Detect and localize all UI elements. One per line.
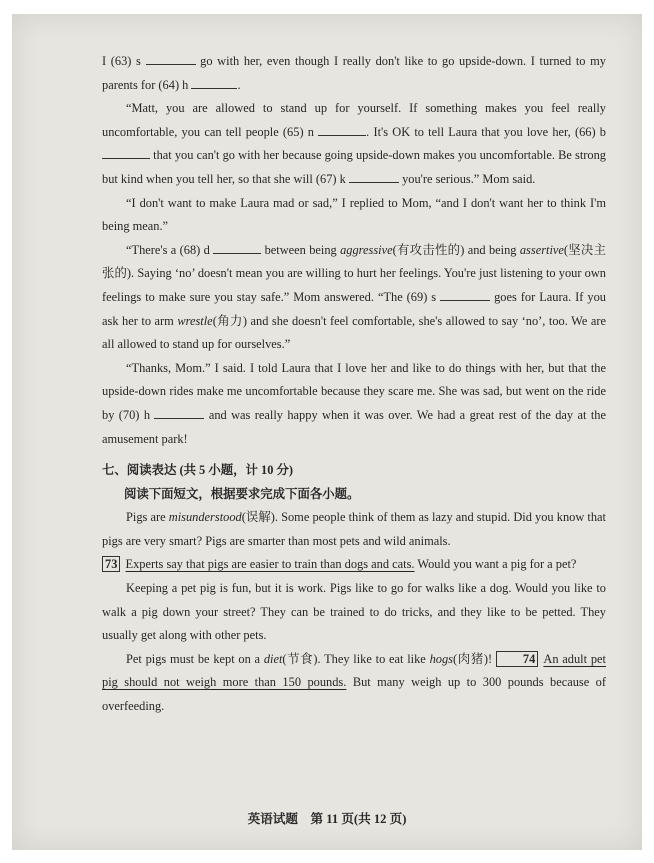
text: (节食). They like to eat like (282, 651, 426, 666)
text: (角力) and she doesn't feel comfortable, she's allowed to say ‘no’, too. We are all allowed to stand up for ourselves.” (102, 313, 606, 352)
exam-page (12, 14, 642, 850)
underlined-sentence-74: An adult pet pig should not weigh more than 150 pounds. (102, 651, 606, 690)
answer-blank-68 (213, 239, 261, 254)
question-number-73: 73 (102, 556, 120, 572)
text: (坚决主张的). Saying ‘no’ doesn't mean you are willing to hurt her feelings. You're just listening to your own feelings to make sure you stay safe.” Mom answered. “The (69) s (102, 242, 606, 304)
text: “Matt, you are allowed to stand up for yourself. If something makes you feel really uncomfortable, you can tell people (65) n (102, 101, 606, 139)
answer-blank-64 (191, 74, 237, 89)
paragraph-laura-mad: “I don't want to make Laura mad or sad,” I replied to Mom, “and I don't want her to think I'm being mean.” (102, 195, 606, 234)
answer-blank-67 (349, 168, 399, 183)
text: that you can't go with her because going upside-down makes you uncomfortable. Be strong but kind when you tell her, so that she will (67) k (102, 148, 606, 186)
italic-term: hogs (429, 651, 453, 666)
answer-blank-69 (440, 286, 490, 301)
page-footer: 英语试题 第 11 页(共 12 页) (247, 812, 407, 826)
reading-paragraph-2: Keeping a pet pig is fun, but it is work. Pigs like to go for walks like a dog. Would you like to walk a pig down your street? They can be trained to do tricks, and they like to be petted. They usually get along with other pets. (102, 581, 606, 643)
text: . It's OK to tell Laura that you love her, (66) b (366, 124, 606, 139)
paragraph-70 (102, 357, 606, 451)
section-instruction: 阅读下面短文，根据要求完成下面各小题。 (124, 486, 360, 501)
text: But many weigh up to 300 pounds because of overfeeding. (102, 675, 606, 714)
text: Pet pigs must be kept on a (126, 651, 261, 666)
answer-blank-66 (102, 144, 150, 159)
answer-blank-63 (146, 50, 196, 65)
text: Pigs are (126, 510, 166, 525)
text: Would you want a pig for a pet? (417, 557, 577, 572)
text: . (237, 77, 241, 92)
text: (肉猪)! (453, 651, 493, 666)
paragraph-65-67 (102, 97, 606, 191)
text: I (63) s (102, 54, 141, 68)
reading-paragraph-1-cont (102, 553, 606, 577)
italic-term: assertive (519, 242, 564, 257)
text: “There's a (68) d (126, 242, 210, 257)
text: (有攻击性的) and being (392, 242, 517, 257)
text: “Thanks, Mom.” I said. I told Laura that I love her and like to do things with her, but that the upside-down rides make me uncomfortable because they scare me. She was sad, but went on the ride by (70) h (102, 360, 606, 422)
text: (误解). Some people think of them as lazy and stupid. Did you know that pigs are very smart? Pigs are smarter than most pets and wild animals. (102, 510, 606, 548)
text: between being (264, 242, 337, 257)
question-number-74: 74 (496, 651, 538, 667)
reading-paragraph-1 (102, 506, 606, 553)
page-content (102, 50, 606, 719)
reading-paragraph-3 (102, 648, 606, 719)
italic-term: misunderstood (168, 510, 242, 525)
paragraph-63-64 (102, 50, 606, 97)
text: you're serious.” Mom said. (402, 171, 536, 186)
italic-term: diet (263, 651, 283, 666)
italic-term: wrestle (177, 313, 213, 328)
text: goes for Laura. If you ask her to arm (102, 289, 606, 328)
answer-blank-65 (318, 121, 366, 136)
section-title: 七、阅读表达 (共 5 小题，计 10 分) (102, 463, 294, 478)
text: go with her, even though I really don't like to go upside-down. I turned to my parents for (64) h (102, 54, 606, 92)
paragraph-68-69 (102, 239, 606, 357)
answer-blank-70 (154, 404, 204, 419)
underlined-sentence-73: Experts say that pigs are easier to train than dogs and cats. (125, 557, 415, 572)
italic-term: aggressive (340, 242, 393, 257)
text: and was really happy when it was over. We had a great rest of the day at the amusement park! (102, 407, 606, 446)
